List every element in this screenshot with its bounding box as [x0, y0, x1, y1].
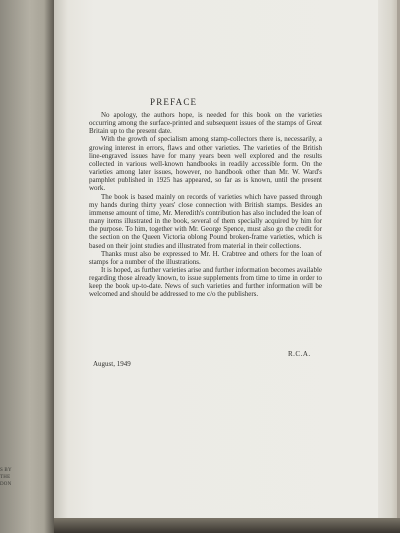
left-page-fragment-2: THE: [0, 475, 11, 480]
preface-paragraph-3: The book is based mainly on records of varieties which have passed through my hands during thirty years' close connection with British stamps. Besides an immense amount of time, Mr. Meredith's contribution has also included the loan of many items illustrated in the book, several of them specially acquired by him for the purpose. To him, together with Mr. George Spence, must also go the credit for the section on the Queen Victoria oblong Pound broken-frame varieties, which is based on their joint studies and illustrated from material in their collections.: [89, 192, 322, 250]
preface-paragraph-2: With the growth of specialism among stamp-collectors there is, necessarily, a growing interest in errors, flaws and other varieties. The varieties of the British line-engraved issues have for many years been well explored and the results collected in various well-known handbooks in readily accessible form. On the varieties among later issues, however, no handbook other than Mr. W. Ward's pamphlet published in 1925 has appeared, so far as is known, until the present work.: [89, 135, 322, 193]
spine-shadow: [44, 0, 54, 533]
author-signature: R.C.A.: [288, 350, 311, 358]
page-edge: [378, 0, 400, 520]
preface-paragraph-5: It is hoped, as further varieties arise and further information becomes available regarding those already known, to issue supplements from time to time in order to keep the book up-to-date. News of such varieties and further information will be welcomed and should be addressed to me c/o the publishers.: [89, 265, 322, 299]
book-bottom-edge: [54, 518, 400, 533]
preface-paragraph-1: No apology, the authors hope, is needed for this book on the varieties occurring among the surface-printed and subsequent issues of the stamps of Great Britain up to the present date.: [89, 111, 322, 136]
preface-heading: PREFACE: [150, 97, 198, 107]
left-page-fragment-3: DON: [0, 482, 12, 487]
left-page: [0, 0, 54, 533]
preface-paragraph-4: Thanks must also be expressed to Mr. H. Crabtree and others for the loan of stamps for a number of the illustrations.: [89, 249, 322, 266]
preface-date: August, 1949: [93, 360, 131, 368]
left-page-fragment-1: S BY: [0, 468, 12, 473]
preface-body: [89, 111, 322, 299]
